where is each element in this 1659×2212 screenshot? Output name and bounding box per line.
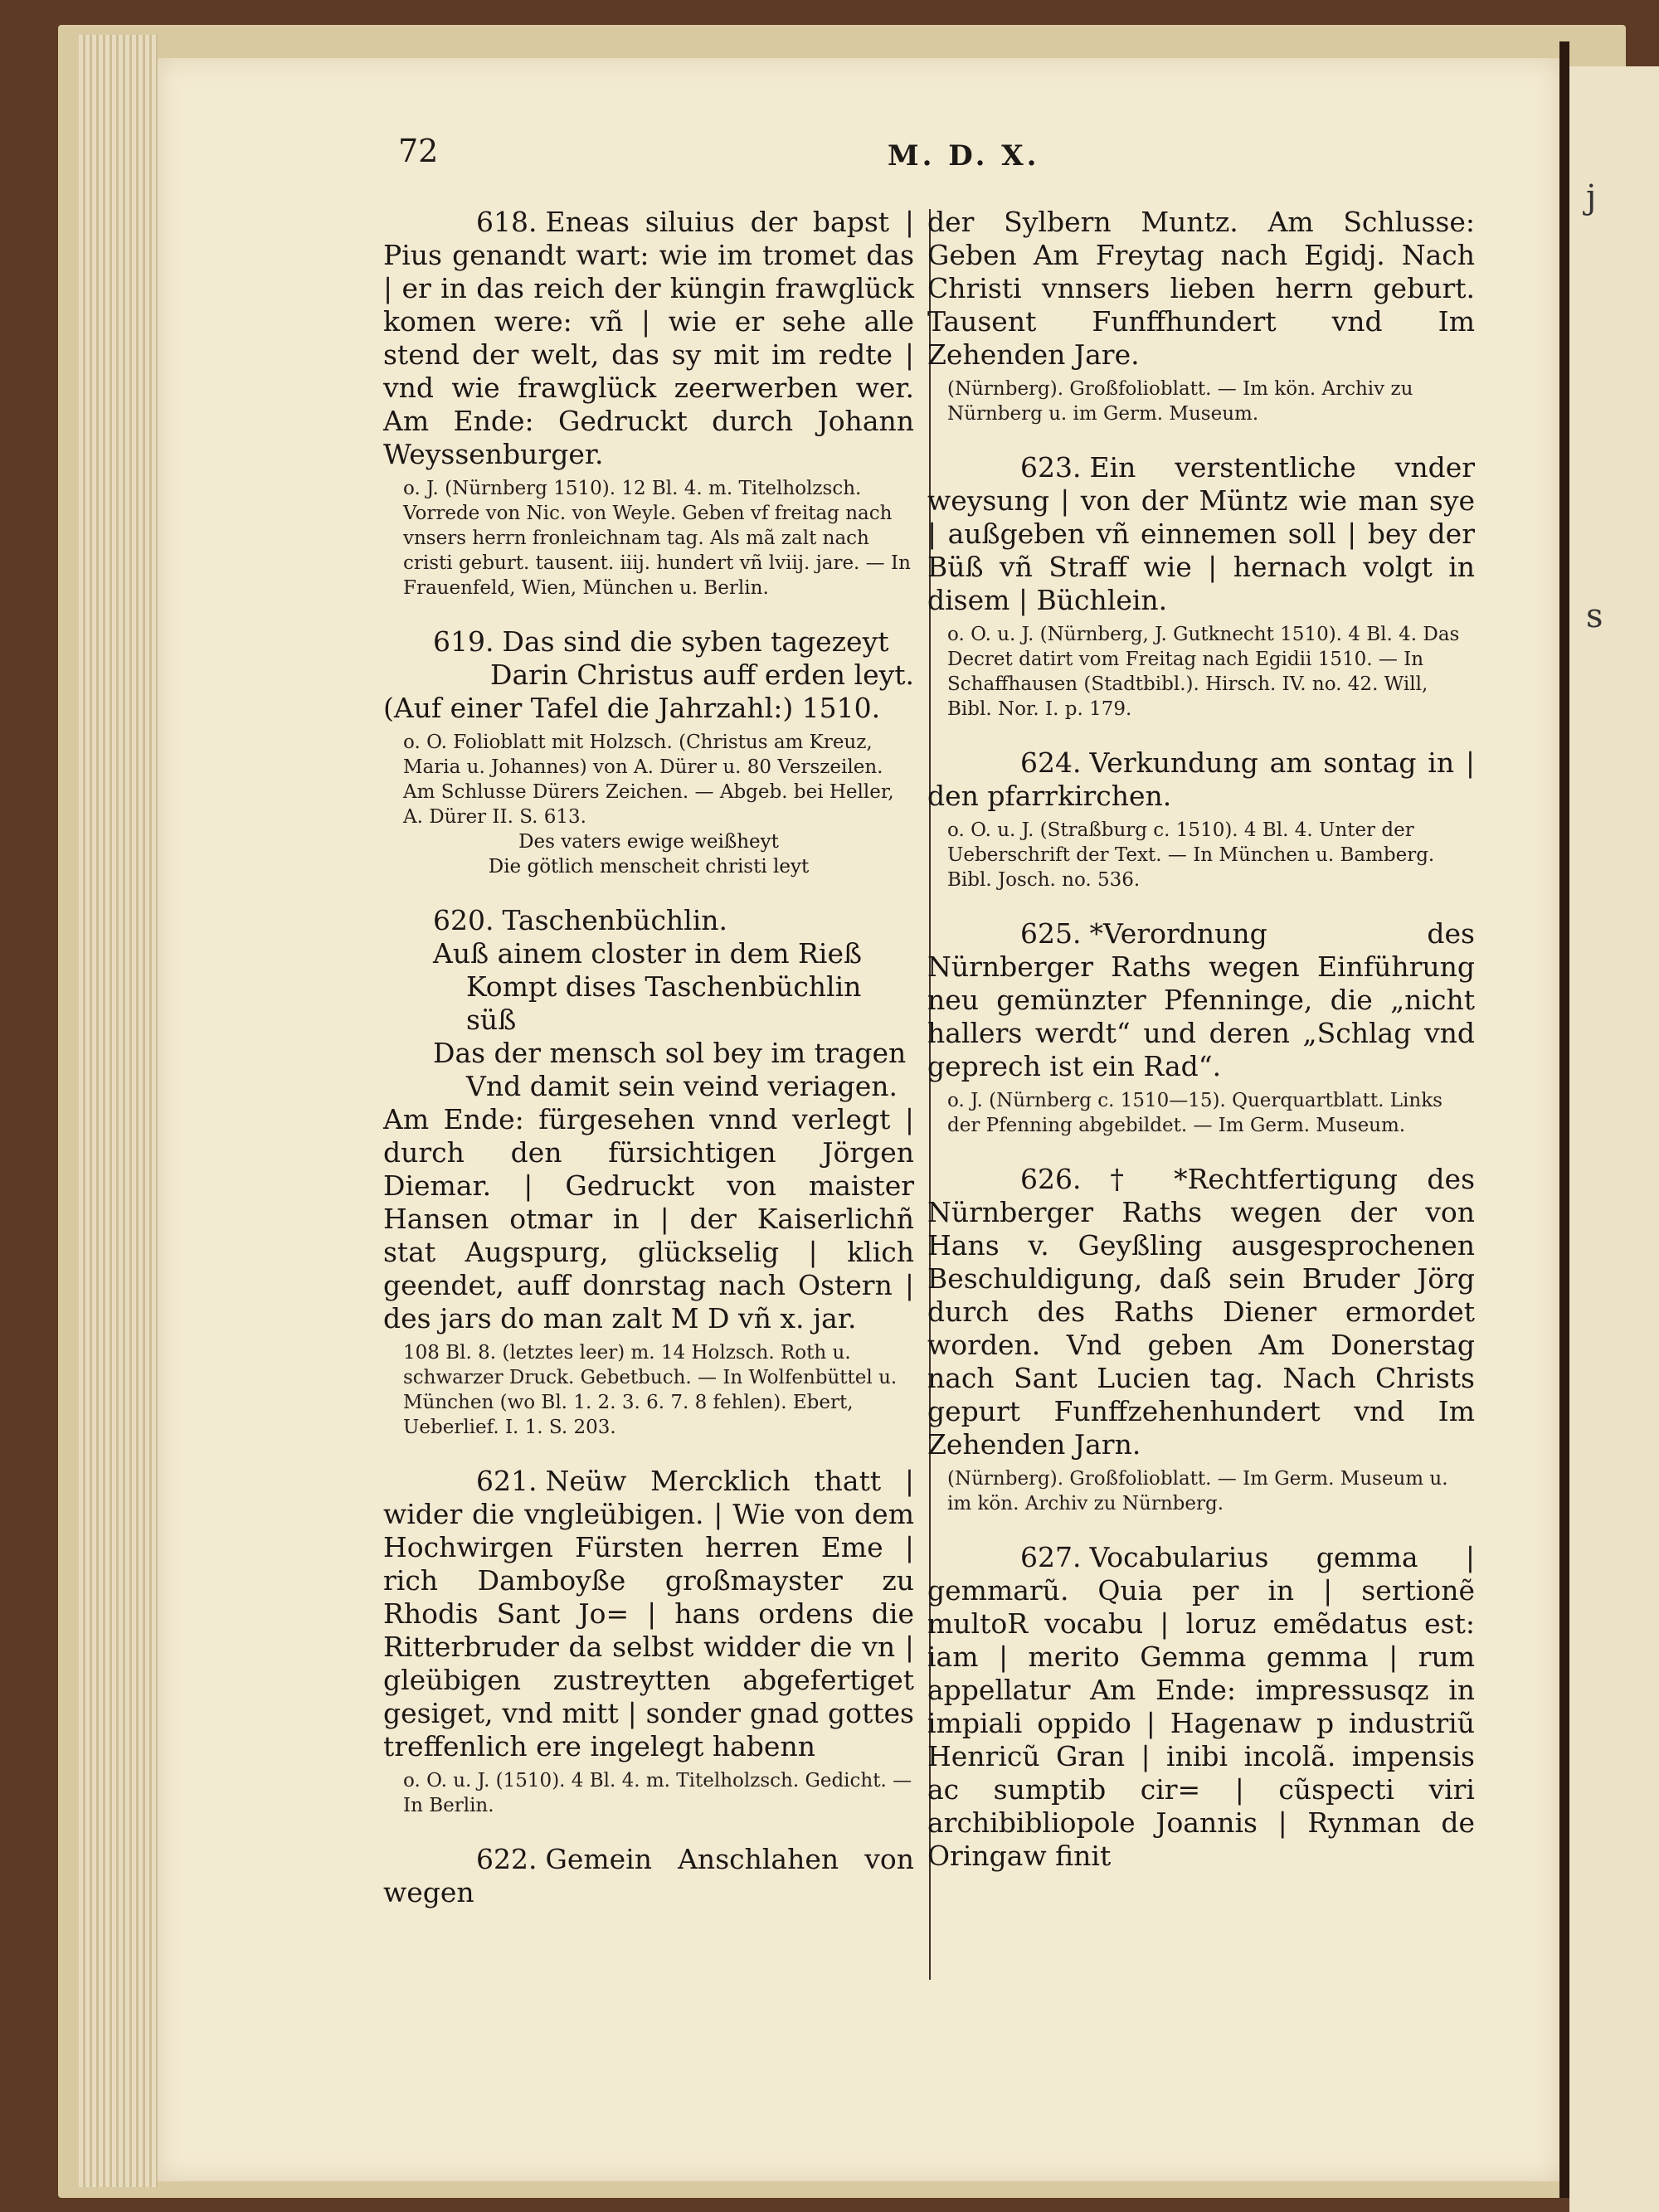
verse-line: Kompt dises Taschenbüchlin süß (466, 970, 862, 1036)
entry-622-continued (927, 206, 1475, 426)
entry-note: o. O. u. J. (Straßburg c. 1510). 4 Bl. 4. Unter der Ueberschrift der Text. — In München u. Bamberg. Bibl. Josch. no. 536. (947, 819, 1435, 891)
entry-number: 621. (476, 1465, 538, 1497)
entry-note: o. O. u. J. (Nürnberg, J. Gutknecht 1510). 4 Bl. 4. Das Decret datirt vom Freitag nach Egidii 1510. — In Schaffhausen (Stadtbibl.). Hirsch. IV. no. 42. Will, Bibl. Nor. I. p. 179. (947, 624, 1460, 720)
entry-text: Eneas siluius der bapst | Pius genandt wart: wie im tromet das | er in das reich der küngin frawglück komen were: vñ | wie er sehe alle stend der welt, das sy mit im redte | vnd wie frawglück zeerwerben wer. Am Ende: Gedruckt durch Johann Weyssenburger. (383, 206, 914, 470)
verse-line: Die götlich menscheit christi leyt (488, 856, 810, 878)
entry-note: o. J. (Nürnberg 1510). 12 Bl. 4. m. Titelholzsch. Vorrede von Nic. von Weyle. Geben vf freitag nach vnsers herrn fronleichnam tag. Als mã zalt nach cristi geburt. tausent. iiij. hundert vñ lviij. jare. — In Frauenfeld, Wien, München u. Berlin. (403, 478, 911, 599)
facing-page-fragment: j (1586, 178, 1597, 216)
verse-line: Vnd damit sein veind veriagen. (466, 1070, 898, 1102)
entry-621 (383, 1465, 914, 1818)
entry-number: 623. (1020, 451, 1082, 484)
entry-number: 622. (476, 1843, 538, 1875)
right-column (927, 206, 1475, 1898)
entry-note: o. O. u. J. (1510). 4 Bl. 4. m. Titelholzsch. Gedicht. — In Berlin. (403, 1770, 912, 1816)
entry-text: *Verordnung des Nürnberger Raths wegen Einführung neu gemünzter Pfenninge, die „nicht hallers werdt“ und deren „Schlag vnd geprech ist ein Rad“. (927, 917, 1475, 1082)
entry-number: 620. (433, 904, 494, 936)
entry-623 (927, 451, 1475, 722)
entry-number: 626. (1020, 1163, 1082, 1195)
entry-text: Am Ende: fürgesehen vnnd verlegt | durch den fürsichtigen Jörgen Diemar. | Gedruckt von maister Hansen otmar in | der Kaiserlichñ stat Augspurg, glückselig | klich geendet, auff donrstag nach Ostern | des jars do man zalt M D vñ x. jar. (383, 1103, 914, 1334)
entry-note: o. J. (Nürnberg c. 1510—15). Querquartblatt. Links der Pfenning abgebildet. — Im Germ. Museum. (947, 1090, 1443, 1136)
book-gutter (1559, 41, 1569, 2198)
entry-number: 618. (476, 206, 538, 238)
entry-number: 625. (1020, 917, 1082, 950)
entry-title-line: Darin Christus auff erden leyt. (490, 659, 914, 691)
entry-text: † *Rechtfertigung des Nürnberger Raths wegen der von Hans v. Geyßling ausgesprochenen Beschuldigung, daß sein Bruder Jörg durch des Raths Diener ermordet worden. Vnd geben Am Donerstag nach Sant Lucien tag. Nach Christs gepurt Funffzehenhundert vnd Im Zehenden Jarn. (927, 1163, 1475, 1461)
page-number: 72 (398, 133, 439, 169)
entry-title-line: Das sind die syben tagezeyt (502, 625, 889, 658)
entry-number: 627. (1020, 1541, 1082, 1573)
entry-number: 624. (1020, 746, 1082, 779)
entry-text: Vocabularius gemma | gemmarũ. Quia per in | sertionẽ multoR vocabu | loruz emẽdatus est: iam | merito Gemma gemma | rum appellatur Am Ende: impressusqz in impiali oppido | Hagenaw p industriũ Henricũ Gran | inibi incolã. impensis ac sumptib cir= | cũspecti viri archibibliopole Joannis | Rynman de Oringaw finit (927, 1541, 1475, 1872)
entry-note: 108 Bl. 8. (letztes leer) m. 14 Holzsch. Roth u. schwarzer Druck. Gebetbuch. — In Wolfenbüttel u. München (wo Bl. 1. 2. 3. 6. 7. 8 fehlen). Ebert, Ueberlief. I. 1. S. 203. (403, 1342, 898, 1438)
verse-line: Des vaters ewige weißheyt (518, 831, 779, 853)
entry-note: (Nürnberg). Großfolioblatt. — Im kön. Archiv zu Nürnberg u. im Germ. Museum. (947, 378, 1413, 425)
entry-title: Taschenbüchlin. (502, 904, 728, 936)
entry-618 (383, 206, 914, 600)
entry-text: der Sylbern Muntz. Am Schlusse: Geben Am Freytag nach Egidj. Nach Christi vnnsers lieben herrn geburt. Tausent Funffhundert vnd Im Zehenden Jare. (927, 206, 1475, 371)
entry-title-line: (Auf einer Tafel die Jahrzahl:) 1510. (383, 692, 881, 724)
entry-622 (383, 1843, 914, 1909)
entry-text: Gemein Anschlahen von wegen (383, 1843, 914, 1908)
entry-text: Ein verstentliche vnder weysung | von der Müntz wie man sye | außgeben vñ einnemen soll | bey der Büß vñ Straff wie | hernach volgt in disem | Büchlein. (927, 451, 1475, 616)
entry-626 (927, 1163, 1475, 1516)
verse-line: Das der mensch sol bey im tragen (433, 1037, 907, 1069)
entry-619 (383, 625, 914, 879)
entry-text: Neüw Mercklich thatt | wider die vngleübigen. | Wie von dem Hochwirgen Fürsten herren Eme | rich Damboyße großmayster zu Rhodis Sant Jo= | hans ordens die Ritterbruder da selbst widder die vn | gleübigen zustreytten abgefertiget gesiget, vnd mitt | sonder gnad gottes treffenlich ere ingelegt habenn (383, 1465, 914, 1762)
running-title: M. D. X. (888, 139, 1040, 173)
entry-number: 619. (433, 625, 494, 658)
entry-624 (927, 746, 1475, 892)
facing-page (1569, 66, 1659, 2212)
entry-note: (Nürnberg). Großfolioblatt. — Im Germ. Museum u. im kön. Archiv zu Nürnberg. (947, 1468, 1448, 1514)
entry-note: o. O. Folioblatt mit Holzsch. (Christus am Kreuz, Maria u. Johannes) von A. Dürer u. 80 Verszeilen. Am Schlusse Dürers Zeichen. — Abgeb. bei Heller, A. Dürer II. S. 613. (403, 732, 894, 828)
entry-text: Verkundung am sontag in | den pfarrkirchen. (927, 746, 1475, 812)
entry-627 (927, 1541, 1475, 1873)
entry-625 (927, 917, 1475, 1138)
entry-620 (383, 904, 914, 1440)
page-edges (79, 35, 158, 2187)
verse-line: Auß ainem closter in dem Rieß (433, 937, 863, 970)
left-column (383, 206, 914, 1934)
facing-page-fragment: s (1586, 597, 1603, 635)
